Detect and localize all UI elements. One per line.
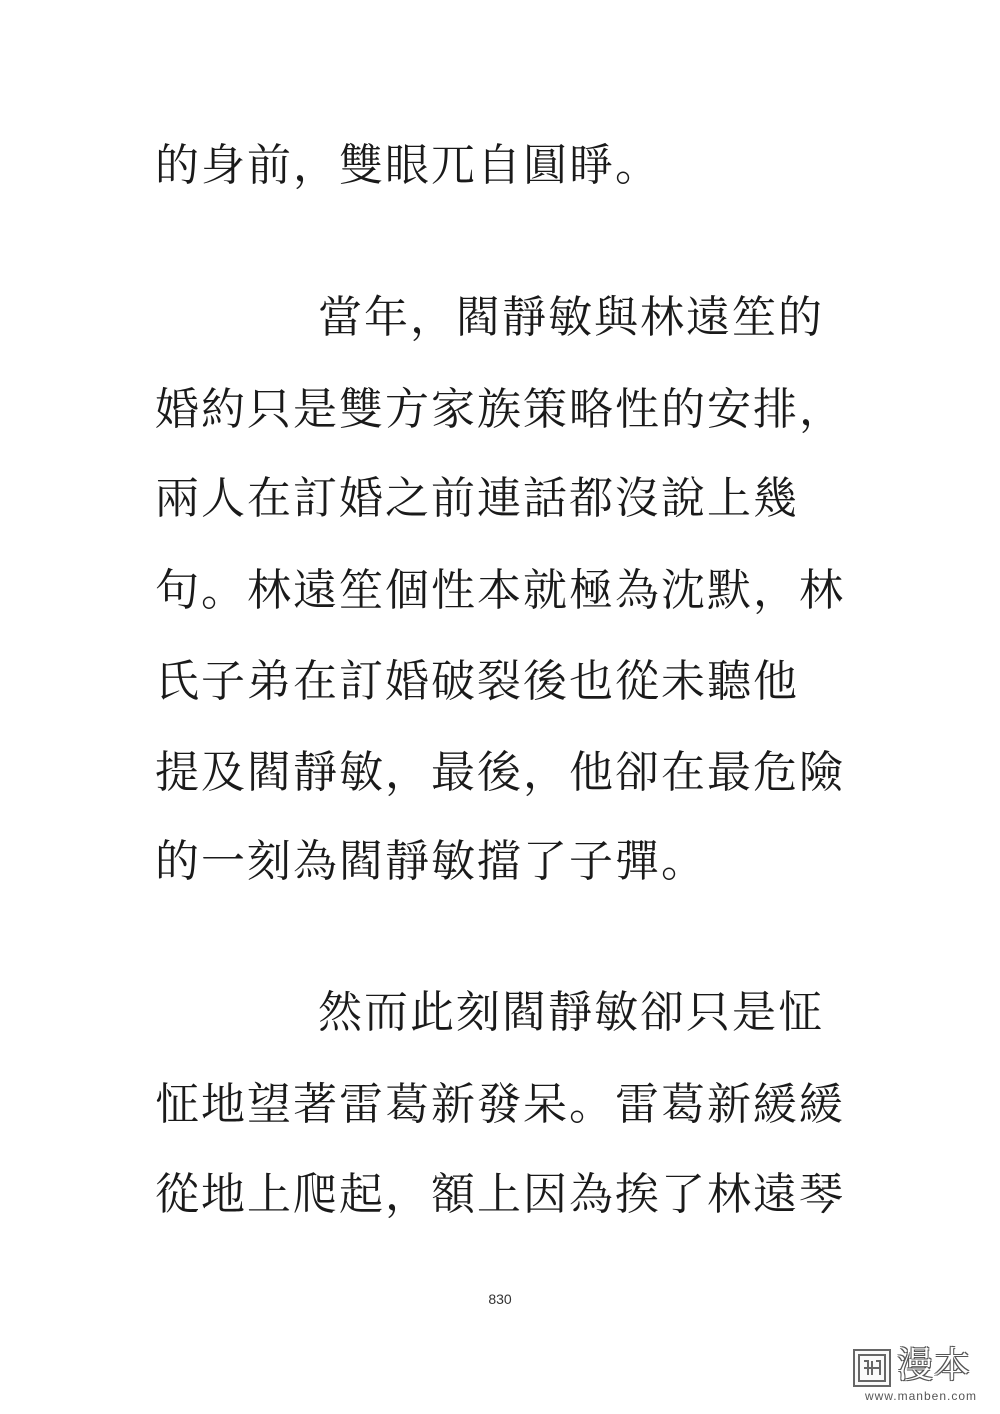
text-line: 提及閻靜敏，最後，他卻在最危險 [155,747,845,798]
text-line: 然而此刻閻靜敏卻只是怔 [318,987,824,1038]
watermark [853,1347,989,1407]
text-line: 婚約只是雙方家族策略性的安排， [155,384,845,435]
watermark-url: www.manben.com [864,1389,978,1403]
manben-logo-icon [853,1349,891,1387]
text-line: 怔地望著雷葛新發呆。雷葛新緩緩 [155,1079,845,1130]
text-line: 的一刻為閻靜敏擋了子彈。 [155,836,707,887]
text-line: 當年，閻靜敏與林遠笙的 [318,292,824,343]
text-line: 的身前，雙眼兀自圓睜。 [155,140,661,191]
watermark-title: 漫本 [897,1345,972,1386]
text-line: 從地上爬起，額上因為挨了林遠琴 [155,1169,845,1220]
text-line: 句。林遠笙個性本就極為沈默，林 [155,565,845,616]
page-number: 830 [488,1291,512,1307]
text-line: 兩人在訂婚之前連話都沒說上幾 [155,473,799,524]
text-line: 氏子弟在訂婚破裂後也從未聽他 [155,656,799,707]
